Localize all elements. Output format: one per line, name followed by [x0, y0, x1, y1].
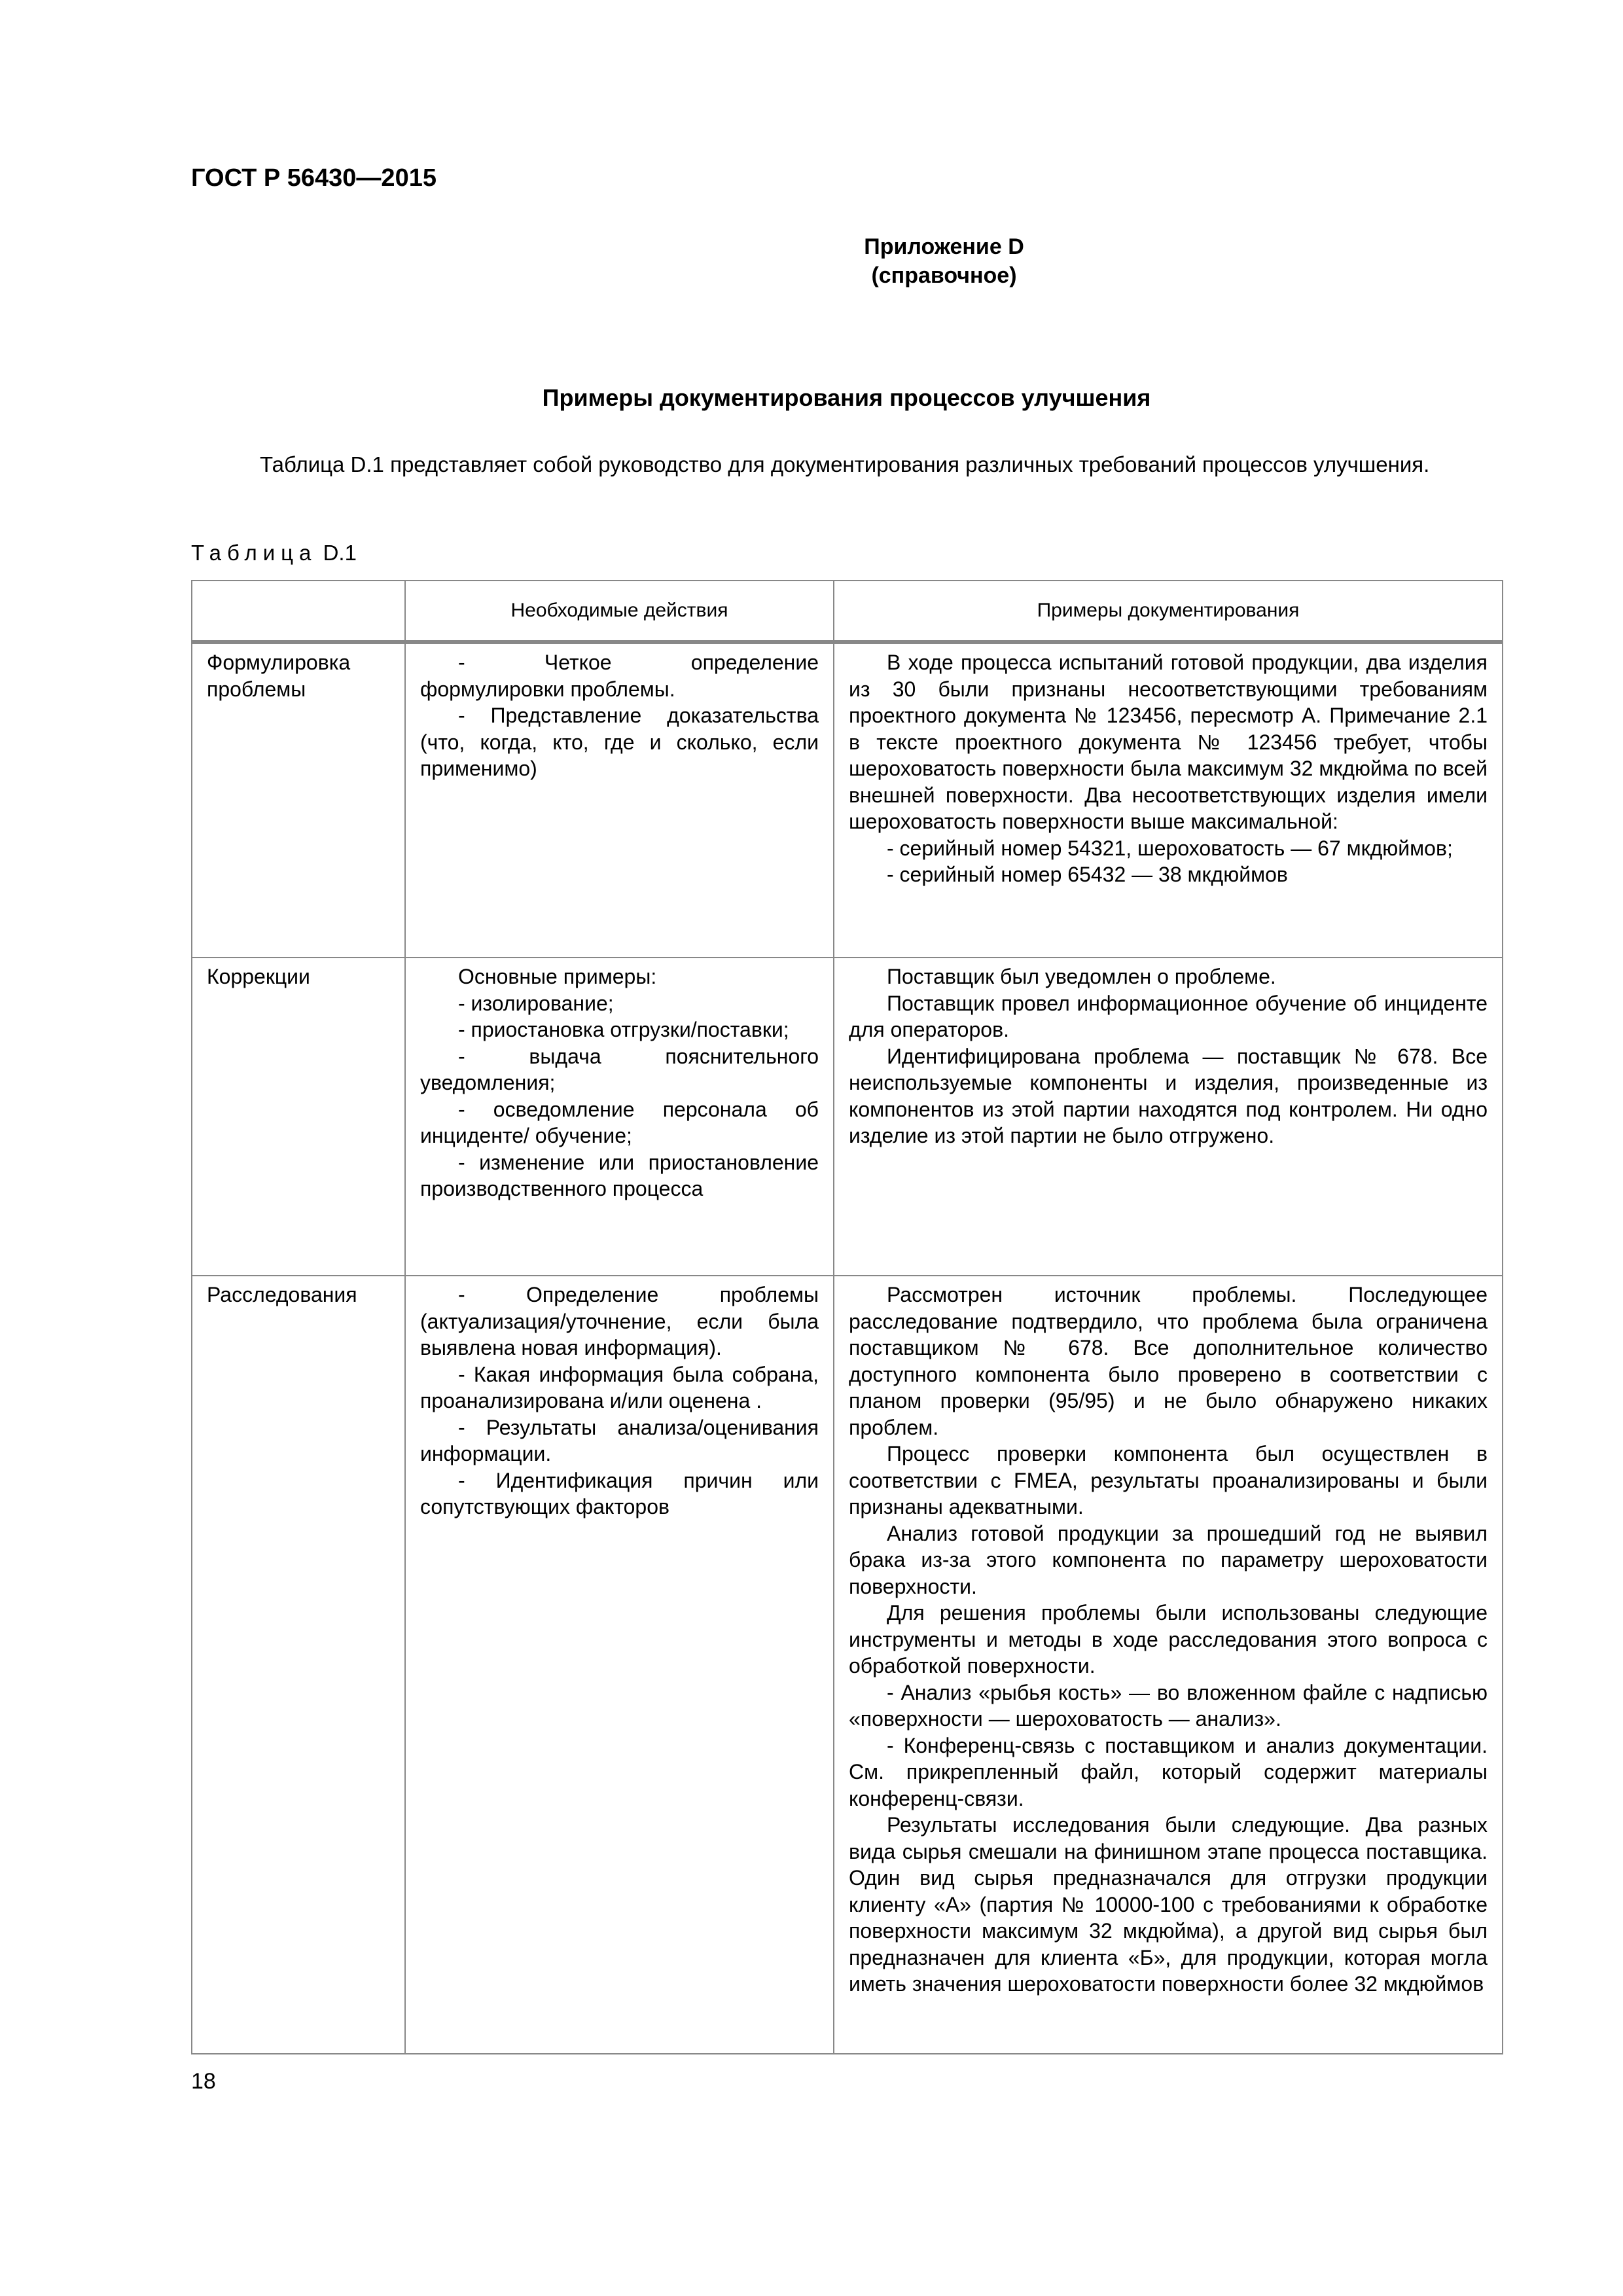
row-label-text: Коррекции	[207, 965, 310, 988]
intro-paragraph: Таблица D.1 представляет собой руководство для документирования различных требований процессов улучшения.	[260, 452, 1430, 476]
appendix-heading	[0, 232, 1623, 290]
row-label	[192, 958, 405, 1276]
example-paragraph: Рассмотрен источник проблемы. Последующее расследование подтвердило, что проблема была ограничена поставщиком № 678. Все дополнительное количество доступного компонента было проверено в соответствии с планом проверки (95/95) и не было обнаружено никаких проблем.	[849, 1283, 1488, 1439]
row-label-text: Формулировка проблемы	[207, 651, 351, 701]
examples-cell	[834, 1276, 1503, 2054]
action-item: - Результаты анализа/оценивания информации.	[420, 1415, 819, 1465]
example-paragraph: - серийный номер 65432 — 38 мкдюймов	[887, 863, 1288, 886]
action-item: - Какая информация была собрана, проанализирована и/или оценена .	[420, 1362, 819, 1412]
page-title: Примеры документирования процессов улучшения	[542, 384, 1151, 411]
row-label	[192, 1276, 405, 2054]
action-item: - Представление доказательства (что, когда, кто, где и сколько, если применимо)	[420, 704, 819, 780]
table-caption-word: Таблица	[191, 541, 317, 565]
header-cell-examples: Примеры документирования	[834, 581, 1503, 642]
examples-cell	[834, 958, 1503, 1276]
action-item: - выдача пояснительного уведомления;	[420, 1044, 819, 1094]
example-paragraph: Анализ готовой продукции за прошедший год не выявил брака из-за этого компонента по параметру шероховатости поверхности.	[849, 1521, 1488, 1598]
action-item: - Четкое определение формулировки проблемы.	[420, 651, 819, 701]
action-item: - Идентификация причин или сопутствующих факторов	[420, 1468, 819, 1518]
action-item: - изменение или приостановление производственного процесса	[420, 1150, 819, 1200]
example-paragraph: В ходе процесса испытаний готовой продукции, два изделия из 30 были признаны несоответствующими требованиям проектного документа № 123456, пересмотр А. Примечание 2.1 в тексте проектного документа № 123456 требует, чтобы шероховатость поверхности была максимум 32 мкдюйма по всей внешней поверхности. Два несоответствующих изделия имели шероховатость поверхности выше максимальной:	[849, 651, 1488, 833]
example-paragraph: - Конференц-связь с поставщиком и анализ документации. См. прикрепленный файл, который содержит материалы конференц-связи.	[849, 1733, 1488, 1810]
table-header-row	[192, 581, 1503, 642]
improvement-documentation-table	[191, 580, 1503, 2054]
examples-cell	[834, 642, 1503, 958]
row-label	[192, 642, 405, 958]
page-number: 18	[191, 2069, 216, 2094]
action-item: - осведомление персонала об инциденте/ обучение;	[420, 1097, 819, 1147]
row-label-text: Расследования	[207, 1283, 357, 1306]
action-item: - изолирование;	[458, 991, 614, 1015]
example-paragraph: Идентифицирована проблема — поставщик № 678. Все неиспользуемые компоненты и изделия, произведенные из компонентов из этой партии находятся под контролем. Ни одно изделие из этой партии не было отгружено.	[849, 1044, 1488, 1147]
appendix-type: (справочное)	[871, 263, 1017, 288]
example-paragraph: Поставщик провел информационное обучение об инциденте для операторов.	[849, 991, 1488, 1041]
action-item: - Определение проблемы (актуализация/уточнение, если была выявлена новая информация).	[420, 1283, 819, 1359]
example-paragraph: Поставщик был уведомлен о проблеме.	[887, 965, 1276, 988]
table-row	[192, 1276, 1503, 2054]
example-paragraph: - серийный номер 54321, шероховатость — 67 мкдюймов;	[887, 836, 1453, 860]
header-cell-empty	[192, 581, 405, 642]
table-caption-number: D.1	[323, 541, 357, 565]
document-code: ГОСТ Р 56430—2015	[191, 164, 437, 192]
table-caption	[191, 539, 357, 567]
example-paragraph: Для решения проблемы были использованы следующие инструменты и методы в ходе расследования этого вопроса с обработкой поверхности.	[849, 1601, 1488, 1677]
example-paragraph: - Анализ «рыбья кость» — во вложенном файле с надписью «поверхности — шероховатость — анализ».	[849, 1680, 1488, 1731]
table-row	[192, 642, 1503, 958]
action-item: Основные примеры:	[458, 965, 657, 988]
appendix-title: Приложение D	[864, 234, 1024, 259]
actions-cell	[405, 1276, 834, 2054]
example-paragraph: Процесс проверки компонента был осуществлен в соответствии с FMEA, результаты проанализированы и были признаны адекватными.	[849, 1442, 1488, 1518]
actions-cell	[405, 958, 834, 1276]
example-paragraph: Результаты исследования были следующие. Два разных вида сырья смешали на финишном этапе процесса поставщика. Один вид сырья предназначался для отгрузки продукции клиенту «А» (партия № 10000-100 с требованиями к обработке поверхности максимум 32 мкдюйма), а другой вид сырья был предназначен для клиента «Б», для продукции, которая могла иметь значения шероховатости поверхности более 32 мкдюймов	[849, 1813, 1488, 1996]
actions-cell	[405, 642, 834, 958]
header-cell-actions: Необходимые действия	[405, 581, 834, 642]
table-row	[192, 958, 1503, 1276]
action-item: - приостановка отгрузки/поставки;	[458, 1018, 789, 1041]
